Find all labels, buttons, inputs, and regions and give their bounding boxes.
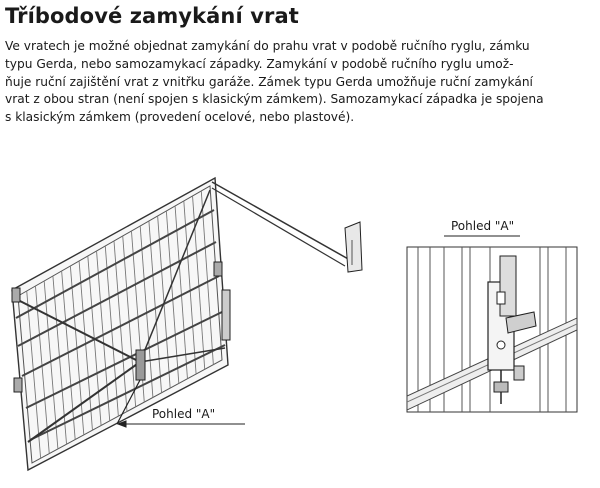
callout-arrow-main [118,421,245,427]
paragraph-line: ňuje ruční zajištění vrat z vnitřku garáže. Zámek typu Gerda umožňuje ruční zamykání [5,74,533,89]
page-title: Tříbodové zamykání vrat [5,4,299,28]
callout-label-detail: Pohled "A" [451,219,515,233]
detail-view-A [407,236,577,412]
paragraph-line: Ve vratech je možné objednat zamykání do prahu vrat v podobě ručního ryglu, zámku [5,39,530,53]
paragraph-line: typu Gerda, nebo samozamykací západky. Zamykání v podobě ručního ryglu umož- [5,56,514,71]
paragraph-line: s klasickým zámkem (provedení ocelové, nebo plastové). [5,110,355,125]
paragraph-line: vrat z obou stran (není spojen s klasickým zámkem). Samozamykací západka je spojena [5,92,544,107]
garage-door-drawing [12,178,362,470]
callout-label-main: Pohled "A" [152,407,216,421]
